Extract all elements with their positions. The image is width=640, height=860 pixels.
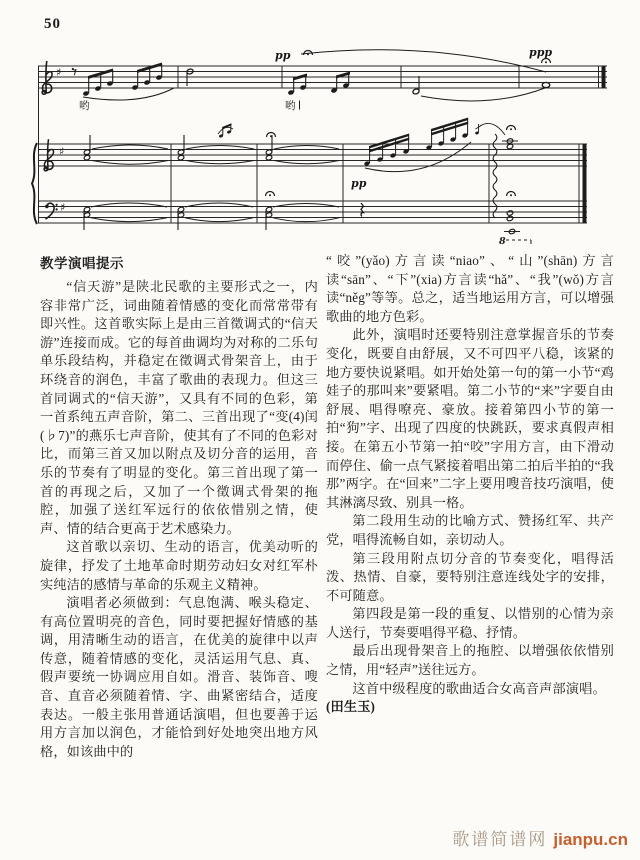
paragraph: 第三段用附点切分音的节奏变化，唱得活泼、热情、自豪，要特别注意连线处字的安排，不可随意。 xyxy=(326,550,614,603)
paragraph: 演唱者必须做到：气息饱满、喉头稳定、有高位置明亮的音色，同时要把握好情感的基调，用清晰生动的语言，在优美的旋律中以声传意，随着情感的变化，灵活运用气息、真、假声要统一协调应用自如。滑音、装饰音、嗖音、直音必须随着情、字、曲紧密结合，适度表达。一般主张用普通话演唱，但也要善于运用方言加以润色，才能恰到好处地突出地方风格，如该曲中的 xyxy=(40,595,318,759)
ornament-notes xyxy=(218,123,233,138)
lyric-syllable: 哟 xyxy=(285,101,296,112)
final-barline-thick xyxy=(583,144,587,223)
note-run xyxy=(426,118,469,151)
half-note xyxy=(412,76,420,95)
lyric-syllable: 哟 xyxy=(79,101,90,112)
section-heading: 教学演唱提示 xyxy=(40,256,124,271)
watermark xyxy=(452,825,628,850)
phrase-slur xyxy=(301,50,546,72)
sharp-icon: ♯ xyxy=(59,145,65,158)
sharp-icon: ♯ xyxy=(56,66,62,79)
vocal-staff xyxy=(38,66,607,88)
watermark-site-name: 歌谱简谱网 xyxy=(452,830,548,849)
author-attribution: (田生玉) xyxy=(326,699,376,715)
arpeggio-icon xyxy=(493,134,497,218)
ottava-label: 8 xyxy=(499,236,506,247)
watermark-site-url: jianpu.cn xyxy=(553,830,628,849)
paragraph: 第二段用生动的比喻方式、赞扬红军、共产党，唱得流畅自如，亲切动人。 xyxy=(326,513,614,547)
piano-bass-staff xyxy=(38,201,587,223)
fermata-icon xyxy=(507,192,516,197)
dynamic-ppp: ppp xyxy=(529,46,553,59)
lyric-extension-line xyxy=(299,101,300,110)
fermata-icon xyxy=(266,192,275,197)
page-number: 50 xyxy=(44,16,61,32)
paragraph: 此外，演唱时还要特别注意掌握音乐的节奏变化，既要自由舒展，又不可四平八稳，该紧的地方要快说紧唱。如开始处第一句的第一小节“鸡娃子的那叫来”要紧唱。第二小节的“来”字要自由舒展、唱得嘹亮、豪放。接着第四小节的第一拍“狗”字、出现了四度的快跳跃，要求真假声相接。在第五小节第一拍“咬”字用方言，由下滑动而停住、偷一点气紧接着唱出第二拍后半拍的“我那”两字。在“回来”二字上要用嗖音技巧演唱，使其淋漓尽致、别具一格。 xyxy=(326,327,614,510)
chord xyxy=(177,203,253,230)
chord xyxy=(83,203,167,230)
paragraph: “咬”(yǎo)方言读“niao”、“山”(shān)方言读“sān”、“下”(xia)方言读“hǎ”、“我”(wǒ)方言读“něg”等等。总之，适当地运用方言，可以增强歌曲的地方色彩。 xyxy=(326,253,614,324)
final-chord xyxy=(504,210,520,235)
dynamic-pp: pp xyxy=(351,177,367,190)
bass-clef-icon xyxy=(45,203,58,219)
quarter-rest-icon xyxy=(361,203,364,216)
chord xyxy=(265,204,339,231)
paragraph: 第四段是第一段的重复、以惜别的心情为亲人送行，节奏要唱得平稳、抒情。 xyxy=(326,606,614,640)
article xyxy=(40,252,614,761)
whole-note xyxy=(542,82,550,87)
brace-icon xyxy=(32,143,37,224)
paragraph: 这首中级程度的歌曲适合女高音声部演唱。 xyxy=(352,680,606,696)
sharp-icon: ♯ xyxy=(60,201,66,214)
left-column xyxy=(40,252,318,761)
note-group xyxy=(82,69,174,101)
fermata-icon xyxy=(267,133,276,138)
fermata-icon xyxy=(542,59,551,64)
sheet-music xyxy=(29,46,611,248)
paragraph: “信天游”是陕北民歌的主要形式之一，内容非常广泛，词曲随着情感的变化而常常带有即兴性。这首歌实际上是由三首徵调式的“信天游”连接而成。它的每首曲调均为对称的二乐句单乐段结构，并稳定在徵调式骨架音上，由于环绕音的润色，丰富了歌曲的表现力。但这三首同调式的“信天游”，又具有不同的色彩，第一首系纯五声音阶，第二、三首出现了“变(4)闰(♭7)”的燕乐七声音阶，使其有了不同的色彩对比，而第三首又加以附点及切分音的运用，音乐的节奏有了明显的变化。第三首出现了第一首的再现之后，又加了一个徵调式骨架的拖腔，加强了送红军远行的依依惜别之情，使声、情的结合更高于艺术感染力。 xyxy=(40,279,318,536)
final-barline-thick xyxy=(602,66,606,88)
dynamic-pp: pp xyxy=(275,49,291,62)
fermata-icon xyxy=(507,126,516,131)
phrase-slur xyxy=(421,88,545,101)
paragraph: 最后出现骨架音上的拖腔、以增强依依惜别之情，用“轻声”送往远方。 xyxy=(326,643,614,678)
grace-note xyxy=(475,123,505,135)
right-column xyxy=(326,252,614,761)
piano-treble-staff xyxy=(38,144,587,166)
paragraph: 这首歌以亲切、生动的语言，优美动听的旋律，抒发了土地革命时期劳动妇女对红军朴实纯洁的感情与革命的乐观主义精神。 xyxy=(40,539,318,592)
